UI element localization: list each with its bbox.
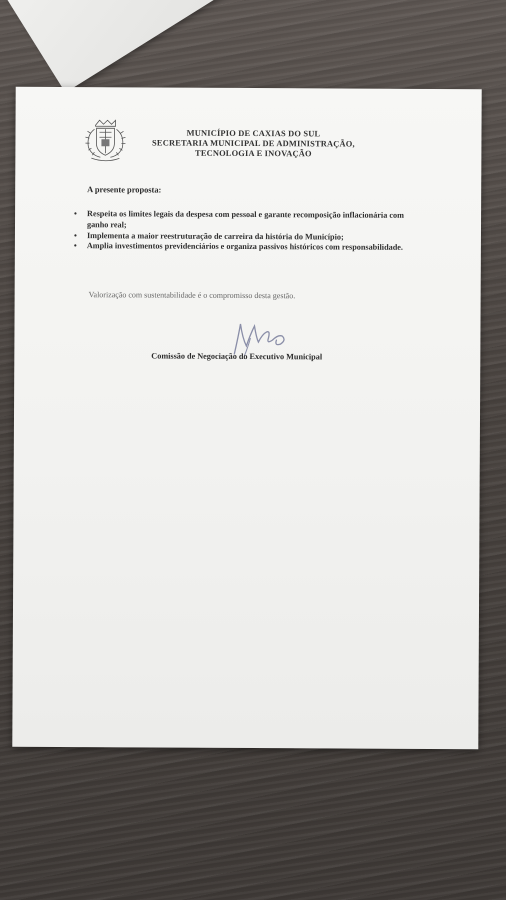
committee-signature-line: Comissão de Negociação do Executivo Municipal xyxy=(151,351,323,362)
intro-heading: A presente proposta: xyxy=(87,185,162,195)
list-item xyxy=(74,209,420,232)
bullet-text: Amplia investimentos previdenciários e organiza passivos históricos com responsabilidade. xyxy=(86,241,403,253)
bullet-marker: • xyxy=(73,230,77,240)
bullet-marker: • xyxy=(73,241,77,251)
letterhead-line-municipality: MUNICÍPIO DE CAXIAS DO SUL xyxy=(186,128,321,139)
bullet-marker: • xyxy=(74,209,77,219)
bullet-text: Respeita os limites legais da despesa com pessoal e garante recomposição inflacionária com ganho real; xyxy=(86,209,404,230)
letterhead-line-department: TECNOLOGIA E INOVAÇÃO xyxy=(195,148,312,159)
proposal-bullet-list xyxy=(74,209,420,254)
letterhead-line-secretariat: SECRETARIA MUNICIPAL DE ADMINISTRAÇÃO, xyxy=(152,138,355,149)
bullet-text: Implementa a maior reestruturação de carreira da história do Município; xyxy=(86,230,344,242)
document-page xyxy=(12,87,481,749)
closing-statement: Valorização com sustentabilidade é o compromisso desta gestão. xyxy=(88,290,296,301)
letterhead xyxy=(81,117,381,169)
coat-of-arms-icon xyxy=(81,117,129,163)
background-paper-sheet xyxy=(0,0,235,93)
list-item xyxy=(74,241,420,254)
letterhead-text xyxy=(135,128,371,159)
